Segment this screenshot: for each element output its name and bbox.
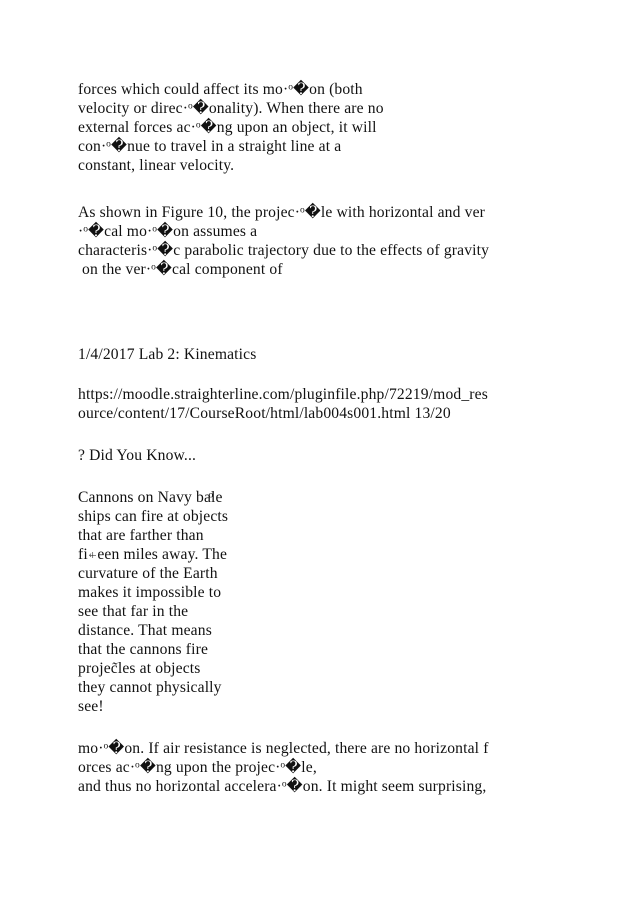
paragraph-1-line-2: velocity or direc·ᵒ�onality). When there are no (78, 100, 384, 117)
paragraph-1-line-4: con·ᵒ�nue to travel in a straight line at a (78, 138, 342, 155)
did-you-know-line: that the cannons fire (78, 641, 209, 658)
did-you-know-line: that are farther than (78, 527, 204, 544)
did-you-know-line: see that far in the (78, 603, 189, 620)
paragraph-2-line-2: ·ᵒ�cal mo·ᵒ�on assumes a (78, 223, 258, 240)
paragraph-2-line-3: characteris·ᵒ�c parabolic trajectory due to the effects of gravity (78, 242, 490, 259)
did-you-know-line: they cannot physically (78, 679, 222, 696)
paragraph-2-line-1: As shown in Figure 10, the projec·ᵒ�le with horizontal and ver (78, 204, 485, 221)
paragraph-3-line-1: mo·ᵒ�on. If air resistance is neglected, there are no horizontal f (78, 740, 489, 757)
paragraph-1-line-5: constant, linear velocity. (78, 157, 235, 174)
page-header-date-title: 1/4/2017 Lab 2: Kinematics (78, 346, 257, 363)
paragraph-1-line-3: external forces ac·ᵒ�ng upon an object, it will (78, 119, 377, 136)
paragraph-3-line-3: and thus no horizontal accelera·ᵒ�on. It might seem surprising, (78, 778, 487, 795)
source-url-line-2: ource/content/17/CourseRoot/html/lab004s001.html 13/20 (78, 405, 451, 422)
did-you-know-line: distance. That means (78, 622, 212, 639)
paragraph-2-line-4: on the ver·ᵒ�cal component of (78, 261, 283, 278)
did-you-know-line: makes it impossible to (78, 584, 222, 601)
did-you-know-line: fi⍅een miles away. The (78, 546, 228, 563)
did-you-know-line: see! (78, 698, 104, 715)
did-you-know-line: ships can fire at objects (78, 508, 229, 525)
did-you-know-heading: ? Did You Know... (78, 447, 197, 464)
did-you-know-line: projec̃les at objects (78, 660, 201, 677)
paragraph-1-line-1: forces which could affect its mo·ᵒ�on (both (78, 81, 363, 98)
did-you-know-line: curvature of the Earth (78, 565, 218, 582)
source-url-line-1: https://moodle.straighterline.com/pluginfile.php/72219/mod_res (78, 386, 488, 403)
paragraph-3-line-2: orces ac·ᵒ�ng upon the projec·ᵒ�le, (78, 759, 317, 776)
did-you-know-line: Cannons on Navy baͦle (78, 489, 223, 506)
